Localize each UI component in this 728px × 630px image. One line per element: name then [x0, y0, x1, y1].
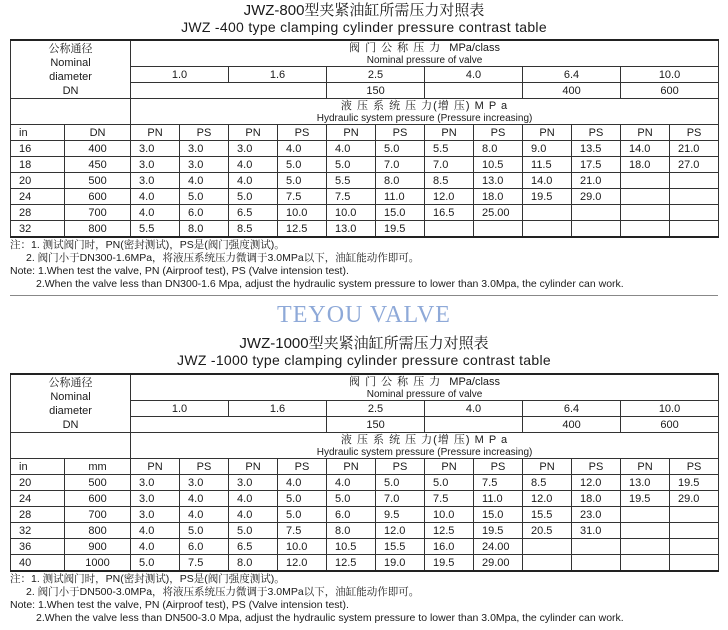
note-line: 2.When the valve less than DN300-1.6 Mpa, adjust the hydraulic system pressure to lower than 3.0Mpa, the cylinder can work.: [36, 278, 624, 290]
cell-pressure: [474, 221, 523, 238]
note-line: Note: 1.When test the valve, PN (Airproof test), PS (Valve intension test).: [10, 265, 349, 277]
cell-pressure: 12.5: [278, 221, 327, 238]
cell-pressure: 5.5: [425, 141, 474, 157]
cell-pressure: [523, 205, 572, 221]
section-divider: [10, 295, 718, 296]
column-pn: PN: [131, 459, 180, 475]
valve-pressure-unit: MPa/class: [449, 376, 501, 388]
cell-pressure: 5.0: [425, 475, 474, 491]
watermark-text: TEYOU VALVE: [277, 302, 451, 328]
column-pn: PN: [621, 459, 670, 475]
cell-pressure: [670, 189, 719, 205]
header-row-hydraulic: [11, 99, 719, 125]
class-value-0: 150: [327, 83, 425, 99]
column-pn: PN: [229, 459, 278, 475]
cell-pressure: 4.0: [278, 141, 327, 157]
hydraulic-header: [131, 433, 719, 459]
cell-pressure: 29.0: [670, 491, 719, 507]
cell-dn: 500: [65, 173, 131, 189]
pressure-class-4: 6.4: [523, 67, 621, 83]
cell-pressure: 6.0: [180, 205, 229, 221]
column-ps: PS: [474, 459, 523, 475]
nominal-diameter-unit: DN: [62, 418, 79, 431]
cell-pressure: 19.5: [523, 189, 572, 205]
cell-pressure: 12.0: [278, 555, 327, 572]
nominal-diameter-unit: DN: [62, 84, 79, 97]
valve-pressure-line: [133, 41, 716, 55]
header-row-valve-pressure: [11, 374, 719, 401]
cell-inch: 36: [11, 539, 65, 555]
column-pn: PN: [327, 125, 376, 141]
note-line: 2.When the valve less than DN500-3.0 Mpa, adjust the hydraulic system pressure to lower than 3.0Mpa, the cylinder can work.: [36, 612, 624, 624]
cell-pressure: 27.0: [670, 157, 719, 173]
cell-pressure: [621, 523, 670, 539]
cell-pressure: 5.0: [327, 491, 376, 507]
cell-pressure: 24.00: [474, 539, 523, 555]
table-row: [11, 157, 719, 173]
class-value-2: 600: [621, 417, 719, 433]
valve-pressure-en: Nominal pressure of valve: [366, 55, 483, 66]
class-empty-cell: [131, 83, 327, 99]
cell-pressure: 4.0: [229, 491, 278, 507]
cell-pressure: [621, 205, 670, 221]
class-empty-cell: [425, 417, 523, 433]
cell-pressure: 5.0: [180, 189, 229, 205]
cell-pressure: [670, 539, 719, 555]
pressure-table-2: [10, 373, 719, 572]
cell-pressure: 8.0: [376, 173, 425, 189]
cell-pressure: [621, 555, 670, 572]
cell-pressure: 12.0: [572, 475, 621, 491]
cell-pressure: [621, 173, 670, 189]
column-dn: DN: [65, 125, 131, 141]
column-pn: PN: [523, 125, 572, 141]
cell-dn: 450: [65, 157, 131, 173]
nominal-diameter-en: Nominal diameter: [49, 56, 92, 83]
cell-pressure: 10.5: [474, 157, 523, 173]
pressure-class-4: 6.4: [523, 401, 621, 417]
cell-pressure: 11.0: [474, 491, 523, 507]
cell-pressure: 5.0: [131, 555, 180, 572]
nominal-diameter-en: Nominal diameter: [49, 390, 92, 417]
cell-pressure: 21.0: [670, 141, 719, 157]
column-pn: PN: [425, 459, 474, 475]
cell-pressure: 18.0: [474, 189, 523, 205]
pressure-class-1: 1.6: [229, 67, 327, 83]
cell-pressure: 9.0: [523, 141, 572, 157]
cell-pressure: 5.0: [376, 141, 425, 157]
cell-pressure: 7.0: [376, 491, 425, 507]
cell-pressure: 29.0: [572, 189, 621, 205]
class-empty-cell: [131, 417, 327, 433]
column-in: in: [11, 459, 65, 475]
table1-title-en: JWZ -400 type clamping cylinder pressure contrast table: [181, 19, 547, 35]
column-ps: PS: [670, 459, 719, 475]
nominal-diameter-header: [11, 374, 131, 433]
table-row: [11, 173, 719, 189]
table-row: [11, 491, 719, 507]
cell-dn: 700: [65, 205, 131, 221]
column-pn: PN: [131, 125, 180, 141]
pressure-class-5: 10.0: [621, 401, 719, 417]
cell-pressure: [523, 539, 572, 555]
cell-pressure: 5.0: [229, 189, 278, 205]
cell-pressure: [572, 539, 621, 555]
column-ps: PS: [376, 125, 425, 141]
cell-pressure: 7.5: [327, 189, 376, 205]
cell-pressure: 25.00: [474, 205, 523, 221]
header-row-columns: [11, 125, 719, 141]
class-value-1: 400: [523, 417, 621, 433]
cell-inch: 28: [11, 507, 65, 523]
cell-inch: 20: [11, 475, 65, 491]
cell-inch: 28: [11, 205, 65, 221]
pressure-class-0: 1.0: [131, 67, 229, 83]
column-ps: PS: [278, 459, 327, 475]
cell-pressure: 4.0: [327, 475, 376, 491]
cell-inch: 40: [11, 555, 65, 572]
hydraulic-header: [131, 99, 719, 125]
cell-dn: 400: [65, 141, 131, 157]
nominal-diameter-cn: 公称通径: [48, 42, 93, 55]
class-empty-cell: [425, 83, 523, 99]
column-ps: PS: [278, 125, 327, 141]
valve-pressure-cn: 阀 门 公 称 压 力: [349, 376, 442, 388]
cell-pressure: 4.0: [131, 539, 180, 555]
cell-pressure: 4.0: [131, 189, 180, 205]
column-ps: PS: [180, 459, 229, 475]
cell-pressure: 20.5: [523, 523, 572, 539]
cell-pressure: [670, 523, 719, 539]
cell-pressure: 15.0: [376, 205, 425, 221]
pressure-class-5: 10.0: [621, 67, 719, 83]
cell-pressure: [523, 555, 572, 572]
table-row: [11, 507, 719, 523]
cell-pressure: 29.00: [474, 555, 523, 572]
header-row-valve-pressure: [11, 40, 719, 67]
cell-pressure: 6.5: [229, 205, 278, 221]
valve-pressure-en: Nominal pressure of valve: [366, 389, 483, 400]
cell-dn: 1000: [65, 555, 131, 572]
pressure-table-1: [10, 39, 719, 238]
note-line: 注：1. 测试阀门时，PN(密封测试)，PS是(阀门强度测试)。: [10, 239, 285, 251]
cell-pressure: [670, 221, 719, 238]
cell-pressure: 3.0: [131, 491, 180, 507]
cell-pressure: 19.5: [621, 491, 670, 507]
cell-pressure: 5.0: [278, 491, 327, 507]
cell-pressure: 7.0: [376, 157, 425, 173]
cell-pressure: 4.0: [327, 141, 376, 157]
cell-pressure: 5.0: [376, 475, 425, 491]
hydraulic-empty-cell: [11, 99, 131, 125]
cell-dn: 900: [65, 539, 131, 555]
note-line: 2. 阀门小于DN500-3.0MPa，将液压系统压力微调于3.0MPa以下，油缸能动作即可。: [26, 586, 420, 598]
table1-notes: [10, 239, 718, 291]
valve-pressure-cn: 阀 门 公 称 压 力: [349, 42, 442, 54]
cell-pressure: 13.0: [327, 221, 376, 238]
header-row-hydraulic: [11, 433, 719, 459]
cell-pressure: 3.0: [131, 173, 180, 189]
cell-pressure: 8.0: [474, 141, 523, 157]
nominal-diameter-header: [11, 40, 131, 99]
column-pn: PN: [229, 125, 278, 141]
cell-pressure: 6.0: [327, 507, 376, 523]
cell-pressure: 12.0: [376, 523, 425, 539]
column-ps: PS: [474, 125, 523, 141]
cell-pressure: 8.0: [229, 555, 278, 572]
cell-pressure: 3.0: [131, 475, 180, 491]
table-row: [11, 189, 719, 205]
cell-pressure: [572, 221, 621, 238]
cell-pressure: 7.5: [180, 555, 229, 572]
note-line: Note: 1.When test the valve, PN (Airproof test), PS (Valve intension test).: [10, 599, 349, 611]
column-pn: PN: [523, 459, 572, 475]
cell-pressure: 10.0: [425, 507, 474, 523]
table-row: [11, 221, 719, 238]
cell-pressure: 11.0: [376, 189, 425, 205]
table2-title-en: JWZ -1000 type clamping cylinder pressure contrast table: [177, 352, 551, 368]
cell-inch: 24: [11, 491, 65, 507]
cell-pressure: 7.5: [425, 491, 474, 507]
cell-pressure: [621, 221, 670, 238]
cell-pressure: [670, 507, 719, 523]
cell-pressure: 8.5: [425, 173, 474, 189]
class-value-1: 400: [523, 83, 621, 99]
cell-pressure: 4.0: [131, 205, 180, 221]
cell-pressure: 4.0: [180, 507, 229, 523]
table-row: [11, 475, 719, 491]
cell-pressure: 23.0: [572, 507, 621, 523]
cell-pressure: 9.5: [376, 507, 425, 523]
cell-pressure: 12.0: [425, 189, 474, 205]
cell-pressure: 3.0: [131, 157, 180, 173]
hydraulic-en: Hydraulic system pressure (Pressure increasing): [316, 113, 533, 124]
pressure-class-2: 2.5: [327, 67, 425, 83]
cell-pressure: 17.5: [572, 157, 621, 173]
cell-pressure: 18.0: [572, 491, 621, 507]
cell-pressure: 4.0: [278, 475, 327, 491]
table1-title-cn: JWZ-800型夹紧油缸所需压力对照表: [243, 2, 485, 19]
cell-pressure: 4.0: [229, 157, 278, 173]
cell-pressure: [621, 189, 670, 205]
cell-dn: 800: [65, 221, 131, 238]
cell-pressure: [670, 173, 719, 189]
table2-notes: [10, 573, 718, 625]
cell-pressure: [425, 221, 474, 238]
table-row: [11, 205, 719, 221]
pressure-class-2: 2.5: [327, 401, 425, 417]
column-ps: PS: [572, 459, 621, 475]
cell-inch: 16: [11, 141, 65, 157]
cell-pressure: 7.5: [474, 475, 523, 491]
cell-dn: 600: [65, 491, 131, 507]
cell-pressure: 3.0: [229, 475, 278, 491]
cell-pressure: 6.5: [229, 539, 278, 555]
column-dn: mm: [65, 459, 131, 475]
header-row-columns: [11, 459, 719, 475]
table-row: [11, 555, 719, 572]
cell-inch: 18: [11, 157, 65, 173]
cell-pressure: 4.0: [229, 507, 278, 523]
cell-pressure: 3.0: [180, 475, 229, 491]
pressure-class-0: 1.0: [131, 401, 229, 417]
cell-pressure: 3.0: [131, 507, 180, 523]
class-value-0: 150: [327, 417, 425, 433]
cell-pressure: [572, 205, 621, 221]
cell-pressure: 3.0: [229, 141, 278, 157]
cell-pressure: 14.0: [621, 141, 670, 157]
cell-pressure: 10.5: [327, 539, 376, 555]
valve-pressure-unit: MPa/class: [449, 42, 501, 54]
table-row: [11, 141, 719, 157]
cell-pressure: 4.0: [180, 491, 229, 507]
cell-pressure: 13.0: [621, 475, 670, 491]
cell-pressure: 8.5: [229, 221, 278, 238]
cell-pressure: 10.0: [278, 205, 327, 221]
column-ps: PS: [180, 125, 229, 141]
column-ps: PS: [376, 459, 425, 475]
class-value-2: 600: [621, 83, 719, 99]
cell-pressure: 5.0: [180, 523, 229, 539]
nominal-diameter-cn: 公称通径: [48, 376, 93, 389]
cell-pressure: [670, 205, 719, 221]
valve-pressure-line: [133, 375, 716, 389]
cell-pressure: 6.0: [180, 539, 229, 555]
cell-pressure: 19.5: [474, 523, 523, 539]
cell-inch: 32: [11, 221, 65, 238]
cell-pressure: 4.0: [180, 173, 229, 189]
cell-pressure: 13.0: [474, 173, 523, 189]
cell-pressure: 5.0: [229, 523, 278, 539]
cell-pressure: 5.0: [278, 173, 327, 189]
cell-inch: 32: [11, 523, 65, 539]
table-row: [11, 523, 719, 539]
note-line: 2. 阀门小于DN300-1.6MPa，将液压系统压力微调于3.0MPa以下，油缸能动作即可。: [26, 252, 420, 264]
cell-pressure: 10.0: [278, 539, 327, 555]
cell-pressure: 15.0: [474, 507, 523, 523]
cell-pressure: 5.0: [278, 157, 327, 173]
hydraulic-cn: 液 压 系 统 压 力(增 压) M P a: [340, 434, 509, 446]
cell-pressure: 7.5: [278, 189, 327, 205]
cell-pressure: 8.0: [180, 221, 229, 238]
cell-pressure: 12.5: [425, 523, 474, 539]
column-ps: PS: [572, 125, 621, 141]
cell-pressure: 19.0: [376, 555, 425, 572]
column-ps: PS: [670, 125, 719, 141]
cell-pressure: 15.5: [376, 539, 425, 555]
column-pn: PN: [327, 459, 376, 475]
hydraulic-en: Hydraulic system pressure (Pressure increasing): [316, 447, 533, 458]
cell-pressure: 4.0: [229, 173, 278, 189]
cell-pressure: 10.0: [327, 205, 376, 221]
cell-pressure: 18.0: [621, 157, 670, 173]
cell-pressure: [621, 507, 670, 523]
hydraulic-empty-cell: [11, 433, 131, 459]
cell-pressure: 16.0: [425, 539, 474, 555]
cell-dn: 500: [65, 475, 131, 491]
cell-pressure: 19.5: [670, 475, 719, 491]
pressure-class-1: 1.6: [229, 401, 327, 417]
cell-pressure: 5.0: [327, 157, 376, 173]
cell-pressure: 3.0: [180, 157, 229, 173]
cell-pressure: 3.0: [180, 141, 229, 157]
cell-pressure: 21.0: [572, 173, 621, 189]
column-in: in: [11, 125, 65, 141]
cell-pressure: [670, 555, 719, 572]
cell-pressure: 12.0: [523, 491, 572, 507]
cell-dn: 600: [65, 189, 131, 205]
cell-pressure: 19.5: [425, 555, 474, 572]
cell-pressure: 5.5: [131, 221, 180, 238]
cell-pressure: 16.5: [425, 205, 474, 221]
cell-pressure: 14.0: [523, 173, 572, 189]
cell-pressure: 19.5: [376, 221, 425, 238]
cell-pressure: 5.0: [278, 507, 327, 523]
valve-pressure-header: [131, 40, 719, 67]
cell-dn: 800: [65, 523, 131, 539]
note-line: 注：1. 测试阀门时，PN(密封测试)，PS是(阀门强度测试)。: [10, 573, 285, 585]
table2-title-cn: JWZ-1000型夹紧油缸所需压力对照表: [239, 335, 489, 352]
table-row: [11, 539, 719, 555]
cell-pressure: 5.5: [327, 173, 376, 189]
cell-pressure: 7.5: [278, 523, 327, 539]
cell-pressure: [572, 555, 621, 572]
cell-pressure: 12.5: [327, 555, 376, 572]
cell-pressure: [523, 221, 572, 238]
pressure-class-3: 4.0: [425, 401, 523, 417]
cell-pressure: 8.5: [523, 475, 572, 491]
cell-dn: 700: [65, 507, 131, 523]
hydraulic-cn: 液 压 系 统 压 力(增 压) M P a: [340, 100, 509, 112]
column-pn: PN: [425, 125, 474, 141]
cell-pressure: 7.0: [425, 157, 474, 173]
pressure-class-3: 4.0: [425, 67, 523, 83]
cell-pressure: 11.5: [523, 157, 572, 173]
column-pn: PN: [621, 125, 670, 141]
cell-inch: 24: [11, 189, 65, 205]
cell-pressure: [621, 539, 670, 555]
cell-pressure: 3.0: [131, 141, 180, 157]
cell-pressure: 13.5: [572, 141, 621, 157]
cell-pressure: 4.0: [131, 523, 180, 539]
cell-pressure: 15.5: [523, 507, 572, 523]
valve-pressure-header: [131, 374, 719, 401]
cell-pressure: 31.0: [572, 523, 621, 539]
cell-pressure: 8.0: [327, 523, 376, 539]
cell-inch: 20: [11, 173, 65, 189]
